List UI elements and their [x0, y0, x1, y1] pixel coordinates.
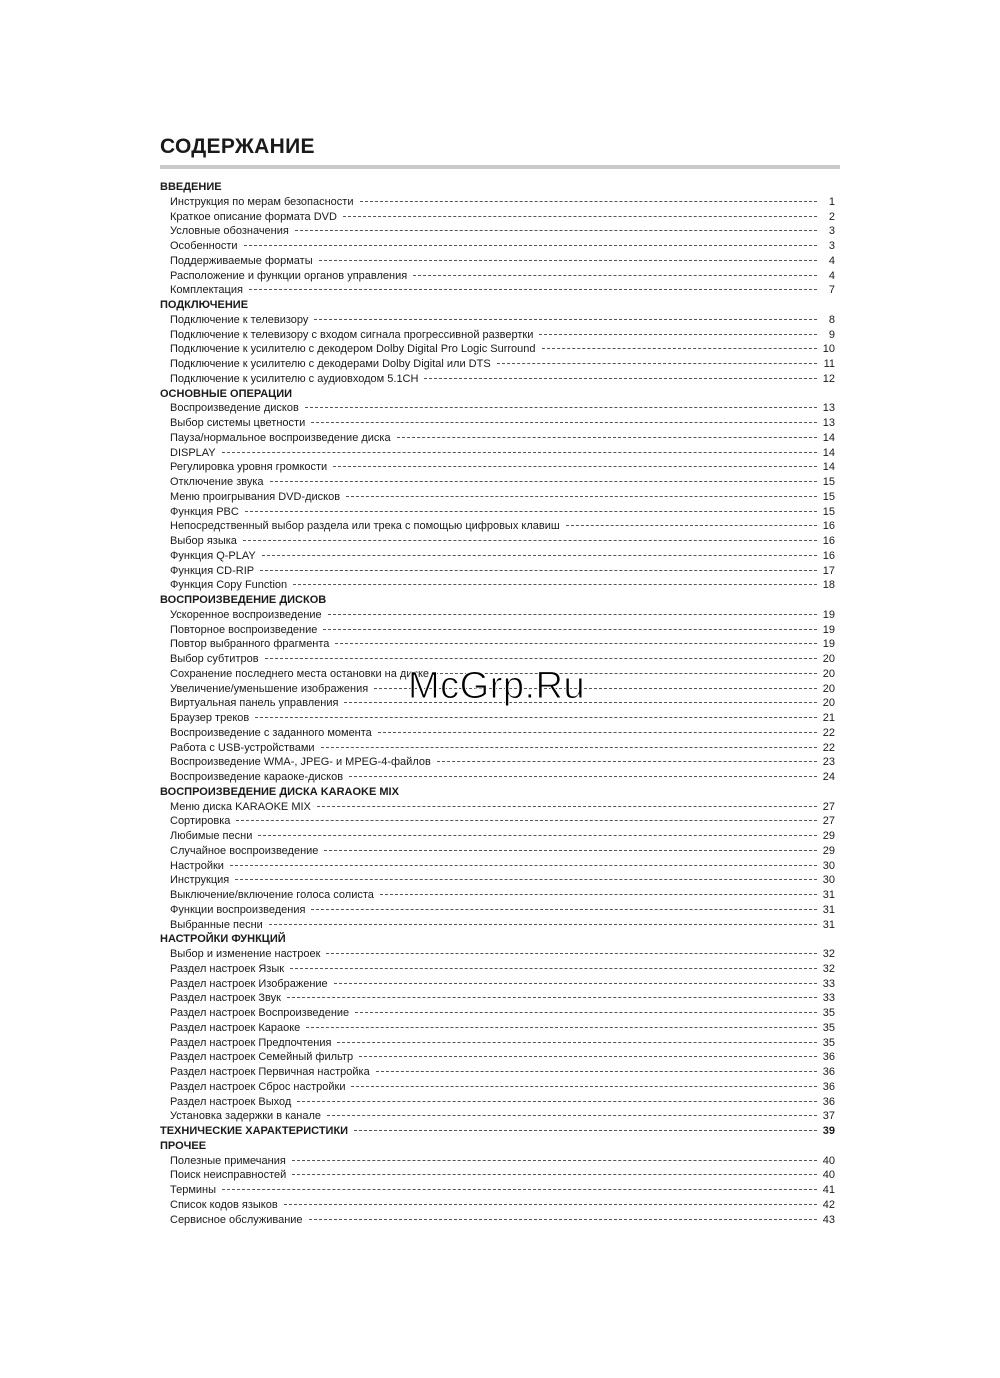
entry-title: Пауза/нормальное воспроизведение диска	[170, 431, 391, 444]
toc-entry	[160, 210, 835, 225]
entry-title: Раздел настроек Звук	[170, 992, 281, 1005]
page-number: 16	[822, 549, 835, 562]
dot-leader	[290, 968, 817, 969]
toc-entry	[160, 1109, 835, 1124]
entry-title: Работа с USB-устройствами	[170, 741, 315, 754]
toc-entry	[160, 446, 835, 461]
entry-title: Увеличение/уменьшение изображения	[170, 682, 369, 695]
toc-entry	[160, 637, 835, 652]
dot-leader	[314, 319, 817, 320]
section-title: ОСНОВНЫЕ ОПЕРАЦИИ	[160, 387, 293, 400]
dot-leader	[337, 1042, 816, 1043]
page-number: 36	[822, 1051, 835, 1064]
entry-title: Подключение к усилителю с декодером Dolby Digital Pro Logic Surround	[170, 343, 536, 356]
page-number: 20	[822, 667, 835, 680]
toc-entry	[160, 475, 835, 490]
toc-entry	[160, 1213, 835, 1228]
toc-section-heading	[160, 387, 835, 402]
page-number: 40	[822, 1169, 835, 1182]
toc-entry	[160, 239, 835, 254]
dot-leader	[424, 378, 816, 379]
toc-entry	[160, 519, 835, 534]
entry-title: Расположение и функции органов управления	[170, 269, 408, 282]
entry-title: Отключение звука	[170, 476, 264, 488]
page-number: 20	[822, 682, 835, 695]
dot-leader	[306, 1027, 816, 1028]
page-number: 36	[822, 1066, 835, 1078]
page-number: 24	[822, 771, 835, 783]
dot-leader	[335, 643, 816, 644]
page-number: 2	[828, 210, 835, 223]
entry-title: Раздел настроек Караоке	[170, 1021, 301, 1034]
page-number: 3	[828, 240, 835, 252]
page-number: 15	[822, 505, 835, 518]
dot-leader	[354, 1130, 817, 1131]
section-title: ВВЕДЕНИЕ	[160, 181, 222, 193]
dot-leader	[378, 732, 817, 733]
dot-leader	[376, 1071, 817, 1072]
dot-leader	[324, 850, 816, 851]
page-number: 41	[822, 1184, 835, 1196]
entry-title: Браузер треков	[170, 712, 250, 724]
watermark: McGrp.Ru	[408, 665, 586, 707]
page-number: 15	[822, 490, 835, 503]
entry-title: Меню проигрывания DVD-дисков	[170, 490, 341, 503]
entry-title: Комплектация	[170, 284, 243, 297]
page-number: 17	[822, 564, 835, 577]
page-number: 3	[828, 225, 835, 238]
entry-title: Выбор и изменение настроек	[170, 948, 321, 960]
toc-entry	[160, 534, 835, 549]
dot-leader	[311, 909, 816, 910]
toc-entry	[160, 1080, 835, 1095]
page-number: 1	[828, 195, 835, 208]
dot-leader	[230, 865, 817, 866]
toc-entry	[160, 947, 835, 962]
dot-leader	[258, 835, 816, 836]
dot-leader	[292, 1160, 817, 1161]
page-number: 29	[822, 830, 835, 842]
section-title: ВОСПРОИЗВЕДЕНИЕ ДИСКА KARAOKE MIX	[160, 785, 399, 798]
dot-leader	[297, 1101, 816, 1102]
entry-title: Сервисное обслуживание	[170, 1213, 303, 1226]
page-number: 30	[822, 859, 835, 872]
page-number: 23	[822, 756, 835, 769]
entry-title: DISPLAY	[170, 446, 216, 459]
toc-entry	[160, 741, 835, 756]
section-title: НАСТРОЙКИ ФУНКЦИЙ	[160, 933, 286, 946]
toc-entry	[160, 800, 835, 815]
toc-entry	[160, 224, 835, 239]
page-number: 14	[822, 431, 835, 444]
dot-leader	[355, 1012, 817, 1013]
toc-section-heading	[160, 1124, 835, 1139]
toc-entry	[160, 195, 835, 210]
entry-title: Виртуальная панель управления	[170, 697, 339, 710]
dot-leader	[244, 245, 817, 246]
dot-leader	[305, 407, 817, 408]
toc-entry	[160, 564, 835, 579]
dot-leader	[295, 230, 817, 231]
dot-leader	[311, 422, 817, 423]
page-number: 22	[822, 726, 835, 739]
toc-entry	[160, 269, 835, 284]
page-number: 37	[822, 1110, 835, 1123]
entry-title: Раздел настроек Предпочтения	[170, 1036, 332, 1049]
page-number: 18	[822, 579, 835, 592]
entry-title: Раздел настроек Семейный фильтр	[170, 1051, 354, 1064]
entry-title: Выбор языка	[170, 535, 237, 547]
page-number: 35	[822, 1036, 835, 1049]
dot-leader	[269, 924, 817, 925]
dot-leader	[328, 614, 817, 615]
dot-leader	[309, 1219, 817, 1220]
toc-entry	[160, 1050, 835, 1065]
entry-title: Подключение к телевизору	[170, 313, 309, 326]
toc-section-heading	[160, 593, 835, 608]
toc-entry	[160, 431, 835, 446]
entry-title: Непосредственный выбор раздела или трека с помощью цифровых клавиш	[170, 520, 560, 533]
entry-title: Воспроизведение с заданного момента	[170, 726, 372, 739]
page-number: 21	[822, 712, 835, 724]
entry-title: Повторное воспроизведение	[170, 623, 318, 636]
entry-title: Случайное воспроизведение	[170, 844, 319, 857]
entry-title: Сортировка	[170, 815, 231, 828]
toc-entry	[160, 505, 835, 520]
entry-title: Поиск неисправностей	[170, 1169, 287, 1182]
toc-entry	[160, 918, 835, 933]
page-number: 8	[828, 313, 835, 326]
page-number: 31	[822, 903, 835, 916]
entry-title: Меню диска KARAOKE MIX	[170, 800, 311, 813]
toc-entry	[160, 755, 835, 770]
toc-section-heading	[160, 932, 835, 947]
dot-leader	[566, 525, 817, 526]
entry-title: Полезные примечания	[170, 1154, 286, 1167]
entry-title: Подключение к телевизору с входом сигнала прогрессивной развертки	[170, 328, 534, 341]
page-number: 10	[822, 343, 835, 356]
page-number: 42	[822, 1198, 835, 1211]
dot-leader	[222, 452, 817, 453]
page-number: 40	[822, 1154, 835, 1167]
toc-entry	[160, 726, 835, 741]
toc-entry	[160, 608, 835, 623]
dot-leader	[293, 584, 817, 585]
entry-title: Выбранные песни	[170, 918, 263, 931]
toc-entry	[160, 888, 835, 903]
dot-leader	[243, 540, 817, 541]
page-number: 14	[822, 446, 835, 459]
page-number: 19	[822, 638, 835, 651]
toc-entry	[160, 342, 835, 357]
entry-title: Подключение к усилителю с аудиовходом 5.1CH	[170, 372, 419, 385]
dot-leader	[323, 629, 816, 630]
section-title: ТЕХНИЧЕСКИЕ ХАРАКТЕРИСТИКИ	[160, 1125, 349, 1137]
entry-title: Поддерживаемые форматы	[170, 254, 313, 267]
entry-title: Любимые песни	[170, 830, 253, 842]
entry-title: Воспроизведение караоке-дисков	[170, 771, 344, 783]
page-number: 13	[822, 402, 835, 415]
toc-entry	[160, 283, 835, 298]
toc-section-heading	[160, 180, 835, 195]
entry-title: Функции воспроизведения	[170, 903, 306, 916]
dot-leader	[334, 983, 817, 984]
page-number: 30	[822, 874, 835, 887]
page-number: 20	[822, 697, 835, 710]
page-number: 35	[822, 1021, 835, 1034]
entry-title: Раздел настроек Язык	[170, 962, 285, 975]
page-number: 4	[828, 269, 835, 282]
dot-leader	[317, 806, 817, 807]
toc-entry	[160, 549, 835, 564]
toc-entry	[160, 1036, 835, 1051]
page-number: 27	[822, 815, 835, 828]
dot-leader	[245, 511, 817, 512]
section-title: ПРОЧЕЕ	[160, 1139, 207, 1152]
page-number: 20	[822, 653, 835, 665]
dot-leader	[413, 275, 817, 276]
dot-leader	[262, 555, 817, 556]
page-number: 29	[822, 844, 835, 857]
entry-title: Выбор системы цветности	[170, 417, 306, 429]
toc-entry	[160, 623, 835, 638]
dot-leader	[265, 658, 817, 659]
page-number: 36	[822, 1095, 835, 1108]
dot-leader	[260, 570, 817, 571]
entry-title: Список кодов языков	[170, 1198, 278, 1211]
toc-entry	[160, 962, 835, 977]
entry-title: Воспроизведение WMA-, JPEG- и MPEG-4-файлов	[170, 756, 431, 769]
toc-entry	[160, 770, 835, 785]
entry-title: Функция CD-RIP	[170, 564, 255, 577]
dot-leader	[349, 776, 817, 777]
toc-section-heading	[160, 298, 835, 313]
section-title: ВОСПРОИЗВЕДЕНИЕ ДИСКОВ	[160, 594, 327, 606]
dot-leader	[249, 289, 817, 290]
entry-title: Функция Q-PLAY	[170, 549, 256, 562]
page-number: 19	[822, 623, 835, 636]
page-number: 27	[822, 800, 835, 813]
page-number: 32	[822, 962, 835, 975]
entry-title: Выключение/включение голоса солиста	[170, 889, 374, 901]
entry-title: Ускоренное воспроизведение	[170, 608, 322, 621]
entry-title: Установка задержки в канале	[170, 1110, 322, 1123]
entry-title: Настройки	[170, 859, 224, 872]
entry-title: Условные обозначения	[170, 225, 289, 238]
dot-leader	[287, 997, 817, 998]
entry-title: Подключение к усилителю с декодерами Dolby Digital или DTS	[170, 358, 491, 370]
entry-title: Раздел настроек Выход	[170, 1095, 292, 1108]
entry-title: Воспроизведение дисков	[170, 402, 299, 415]
entry-title: Термины	[170, 1184, 217, 1196]
entry-title: Инструкция	[170, 874, 230, 887]
toc-entry	[160, 328, 835, 343]
dot-leader	[360, 201, 818, 202]
dot-leader	[542, 348, 817, 349]
toc-entry	[160, 490, 835, 505]
entry-title: Раздел настроек Изображение	[170, 977, 328, 990]
page-number: 7	[828, 284, 835, 297]
dot-leader	[437, 761, 817, 762]
page-number: 4	[828, 254, 835, 267]
page-number: 16	[822, 520, 835, 533]
toc-entry	[160, 401, 835, 416]
toc-entry	[160, 977, 835, 992]
section-title: ПОДКЛЮЧЕНИЕ	[160, 299, 249, 311]
page-title: СОДЕРЖАНИЕ	[160, 135, 315, 158]
dot-leader	[326, 953, 816, 954]
toc-entry	[160, 1021, 835, 1036]
page-number: 11	[823, 358, 835, 370]
dot-leader	[497, 363, 817, 364]
page-number: 13	[822, 417, 835, 429]
dot-leader	[270, 481, 817, 482]
entry-title: Функция Copy Function	[170, 579, 288, 592]
toc-entry	[160, 903, 835, 918]
toc-section-heading	[160, 1139, 835, 1154]
toc-entry	[160, 254, 835, 269]
toc-entry	[160, 711, 835, 726]
toc-entry	[160, 859, 835, 874]
dot-leader	[380, 894, 817, 895]
page-number: 31	[822, 918, 835, 931]
page-number: 33	[822, 992, 835, 1005]
toc-entry	[160, 416, 835, 431]
page-number: 9	[828, 328, 835, 341]
toc-section-heading	[160, 785, 835, 800]
dot-leader	[327, 1115, 817, 1116]
page-number: 16	[822, 535, 835, 547]
toc-entry	[160, 814, 835, 829]
page-number: 22	[822, 741, 835, 754]
dot-leader	[284, 1204, 817, 1205]
dot-leader	[235, 879, 817, 880]
page-number: 36	[822, 1080, 835, 1093]
toc-entry	[160, 357, 835, 372]
entry-title: Сохранение последнего места остановки на диске	[170, 667, 430, 680]
toc-entry	[160, 1095, 835, 1110]
page-number: 32	[822, 948, 835, 960]
entry-title: Раздел настроек Сброс настройки	[170, 1080, 346, 1093]
toc-entry	[160, 991, 835, 1006]
dot-leader	[346, 496, 817, 497]
page-number: 39	[822, 1125, 835, 1137]
entry-title: Раздел настроек Воспроизведение	[170, 1007, 350, 1019]
toc-entry	[160, 1183, 835, 1198]
page-number: 33	[822, 977, 835, 990]
dot-leader	[359, 1056, 817, 1057]
entry-title: Функция PBC	[170, 505, 239, 518]
entry-title: Регулировка уровня громкости	[170, 461, 328, 474]
dot-leader	[236, 820, 816, 821]
page-number: 14	[822, 461, 835, 474]
dot-leader	[397, 437, 817, 438]
page-number: 12	[822, 372, 835, 385]
entry-title: Краткое описание формата DVD	[170, 210, 337, 223]
toc-entry	[160, 829, 835, 844]
dot-leader	[319, 260, 817, 261]
dot-leader	[292, 1174, 816, 1175]
page-number: 35	[822, 1007, 835, 1019]
page-number: 19	[822, 608, 835, 621]
entry-title: Инструкция по мерам безопасности	[170, 195, 354, 208]
toc-entry	[160, 1154, 835, 1169]
toc-entry	[160, 1006, 835, 1021]
toc-entry	[160, 844, 835, 859]
toc-entry	[160, 313, 835, 328]
toc-entry	[160, 1065, 835, 1080]
dot-leader	[222, 1189, 817, 1190]
page-number: 15	[822, 476, 835, 488]
page-number: 31	[822, 889, 835, 901]
dot-leader	[539, 334, 817, 335]
toc-entry	[160, 873, 835, 888]
dot-leader	[351, 1086, 816, 1087]
dot-leader	[321, 747, 817, 748]
title-divider	[160, 165, 840, 169]
entry-title: Повтор выбранного фрагмента	[170, 638, 330, 651]
toc-entry	[160, 1168, 835, 1183]
page-number: 43	[822, 1213, 835, 1226]
dot-leader	[333, 466, 817, 467]
entry-title: Особенности	[170, 240, 238, 252]
toc-entry	[160, 1198, 835, 1213]
dot-leader	[343, 216, 817, 217]
toc-entry	[160, 372, 835, 387]
toc-entry	[160, 460, 835, 475]
dot-leader	[255, 717, 817, 718]
toc-entry	[160, 578, 835, 593]
entry-title: Раздел настроек Первичная настройка	[170, 1066, 370, 1078]
entry-title: Выбор субтитров	[170, 653, 259, 665]
